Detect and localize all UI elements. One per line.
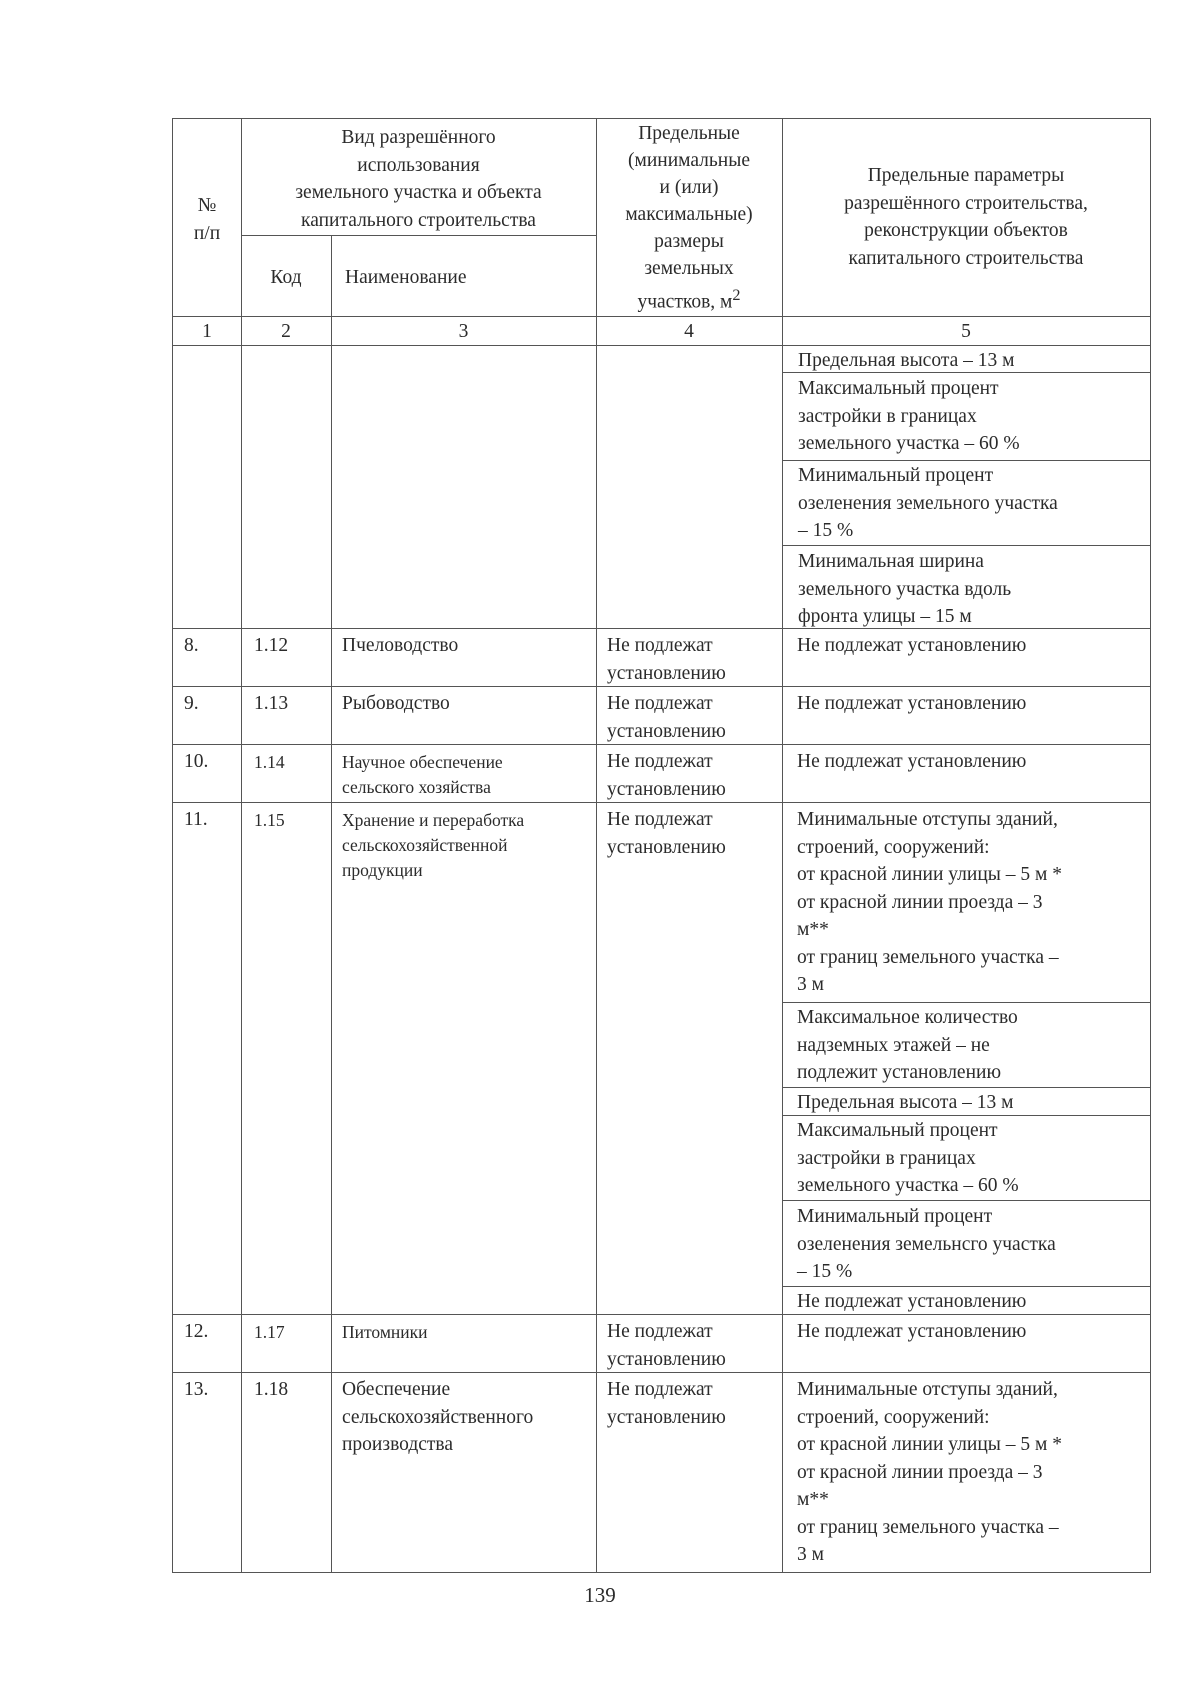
cont-param-height: Предельная высота – 13 м [798,350,1015,371]
row11-param-divider [782,1200,1151,1201]
row11-num: 11. [184,809,208,830]
header-razmery: Предельные (минимальные и (или) максимальные) размеры земельных участков, $м^2$ [625,123,753,313]
colnum-4: 4 [684,321,694,342]
row10-name: Научное обеспечение сельского хозяйства [342,752,503,797]
row11-size: Не подлежат установлению [607,809,726,858]
header-vid: Вид разрешённого использования земельного участка и объекта капитального строительства [295,127,542,231]
row11-param-floors: Максимальное количество надземных этажей – не подлежит установлению [797,1007,1018,1083]
cont-param-greening: Минимальный процент озеленения земельного участка – 15 % [798,465,1058,541]
row8-name: Пчеловодство [342,635,459,656]
row9-code: 1.13 [254,693,289,714]
row12-params: Не подлежат установлению [797,1321,1027,1342]
row12-num: 12. [184,1321,209,1342]
header-params: Предельные параметры разрешённого строительства, реконструкции объектов капитального строительства [844,165,1088,269]
row11-param-divider [782,1286,1151,1287]
row10-size: Не подлежат установлению [607,751,726,800]
table-right-border [1150,118,1151,1573]
row9-size: Не подлежат установлению [607,693,726,742]
colnum-1: 1 [202,321,212,342]
row9-name: Рыбоводство [342,693,450,714]
row12-size: Не подлежат установлению [607,1321,726,1370]
table-top-border [172,118,1151,119]
row11-param-greening: Минимальный процент озеленения земельнсго участка – 15 % [797,1206,1056,1282]
row11-name: Хранение и переработка сельскохозяйственной продукции [342,810,525,880]
row10-params: Не подлежат установлению [797,751,1027,772]
row13-num: 13. [184,1379,209,1400]
cont-param-width: Минимальная ширина земельного участка вдоль фронта улицы – 15 м [798,551,1012,627]
row9-params: Не подлежат установлению [797,693,1027,714]
cont-param-divider [782,460,1151,461]
cont-param-coverage: Максимальный процент застройки в границах земельного участка – 60 % [798,378,1020,454]
row8-size: Не подлежат установлению [607,635,726,684]
header-bottom-border [172,316,1151,317]
page-number: 139 [584,1583,616,1607]
row10-code: 1.14 [254,752,285,772]
row10-num: 10. [184,751,209,772]
colnum-3: 3 [458,321,469,342]
colnum-2: 2 [281,321,291,342]
header-num: № п/п [193,195,221,244]
row13-params: Минимальные отступы зданий, строений, сооружений: от красной линии улицы – 5 м * от красной линии проезда – 3 м** от границ земельного участка – 3 м [797,1379,1062,1565]
row11-code: 1.15 [254,810,285,830]
row11-param-height: Предельная высота – 13 м [797,1092,1014,1113]
row12-name: Питомники [342,1322,428,1342]
row11-param-coverage: Максимальный процент застройки в границах земельного участка – 60 % [797,1120,1019,1196]
table-bottom-border [172,1572,1151,1573]
header-naim: Наименование [345,267,467,288]
row12-code: 1.17 [254,1322,285,1342]
row13-code: 1.18 [254,1379,289,1400]
row11-param-setbacks: Минимальные отступы зданий, строений, сооружений: от красной линии улицы – 5 м * от красной линии проезда – 3 м** от границ земельного участка – 3 м [797,809,1062,995]
row11-param-divider [782,1002,1151,1003]
row11-param-divider [782,1087,1151,1088]
row11-param-other: Не подлежат установлению [797,1291,1027,1312]
row13-size: Не подлежат установлению [607,1379,726,1428]
row8-params: Не подлежат установлению [797,635,1027,656]
row9-num: 9. [184,693,199,714]
row13-name: Обеспечение сельскохозяйственного производства [342,1379,534,1455]
header-kod: Код [270,267,302,288]
col-divider-2 [331,235,332,1573]
row8-code: 1.12 [254,635,289,656]
cont-param-divider [782,545,1151,546]
header-subdivider [241,235,596,236]
row8-num: 8. [184,635,199,656]
colnum-5: 5 [961,321,971,342]
